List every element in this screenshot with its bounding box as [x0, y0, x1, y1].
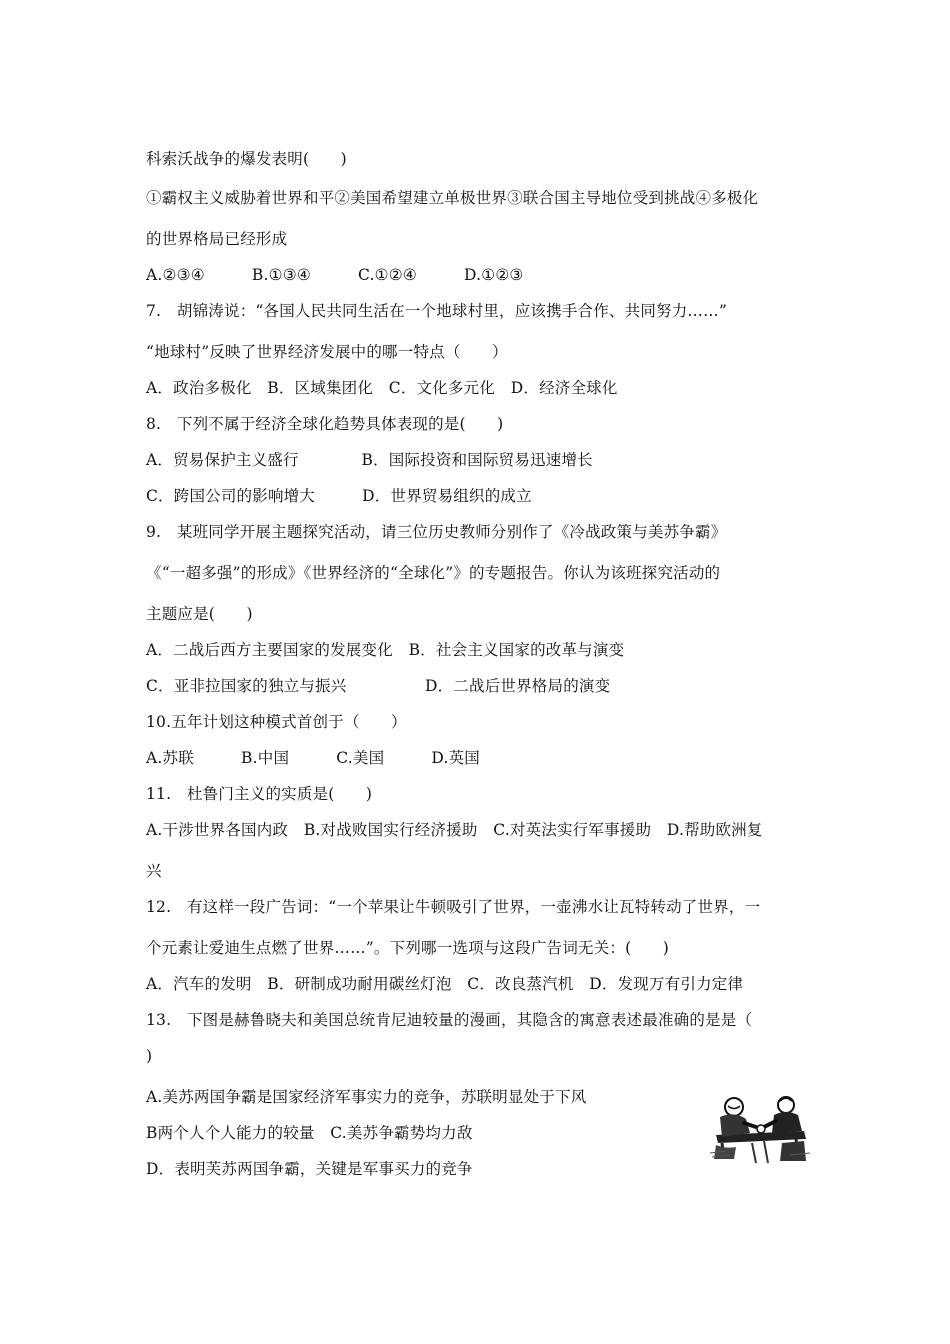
- question-13-option-d: D．表明芙苏两国争霸，关键是军事买力的竞争: [146, 1160, 473, 1178]
- question-6-options: A.②③④ B.①③④ C.①②④ D.①②③: [146, 266, 524, 284]
- question-12-stem: 12. 有这样一段广告词：“一个苹果让牛顿吸引了世界，一壶沸水让瓦特转动了世界，一: [146, 898, 761, 916]
- question-8-options-ab: A．贸易保护主义盛行 B．国际投资和国际贸易迅速增长: [146, 451, 593, 469]
- question-10-stem: 10.五年计划这种模式首创于（ ）: [146, 713, 407, 731]
- question-12-stem-cont: 个元素让爱迪生点燃了世界……”。下列哪一选项与这段广告词无关：( ): [146, 939, 670, 957]
- question-12-options: A．汽车的发明 B．研制成功耐用碳丝灯泡 C．改良蒸汽机 D．发现万有引力定律: [146, 975, 744, 993]
- question-7-stem-cont: “地球村”反映了世界经济发展中的哪一特点（ ）: [146, 343, 508, 361]
- question-9-stem-cont: 《“一超多强”的形成》《世界经济的“全球化”》的专题报告。你认为该班探究活动的: [146, 564, 721, 582]
- question-10-options: A.苏联 B.中国 C.美国 D.英国: [146, 749, 480, 767]
- question-6-statements: ①霸权主义威胁着世界和平②美国希望建立单极世界③联合国主导地位受到挑战④多极化: [146, 189, 759, 207]
- cartoon-image: [706, 1093, 814, 1165]
- question-13-option-a: A.美苏两国争霸是国家经济军事实力的竞争，苏联明显处于下风: [146, 1088, 587, 1106]
- question-11-options: A.干涉世界各国内政 B.对战败国实行经济援助 C.对英法实行军事援助 D.帮助欧洲复: [146, 821, 763, 839]
- question-9-options-cd: C．亚非拉国家的独立与振兴 D．二战后世界格局的演变: [146, 677, 611, 695]
- question-6-stem: 科索沃战争的爆发表明( ): [146, 150, 347, 168]
- question-8-stem: 8. 下列不属于经济全球化趋势具体表现的是( ): [146, 415, 504, 433]
- question-11-options-cont: 兴: [146, 862, 162, 880]
- question-8-options-cd: C．跨国公司的影响增大 D．世界贸易组织的成立: [146, 487, 532, 505]
- question-13-stem: 13. 下图是赫鲁晓夫和美国总统肯尼迪较量的漫画，其隐含的寓意表述最准确的是是（: [146, 1011, 753, 1029]
- question-9-stem-end: 主题应是( ): [146, 605, 253, 623]
- question-9-stem: 9. 某班同学开展主题探究活动，请三位历史教师分别作了《冷战政策与美苏争霸》: [146, 523, 727, 541]
- question-9-options-ab: A．二战后西方主要国家的发展变化 B．社会主义国家的改革与演变: [146, 641, 625, 659]
- question-7-options: A．政治多极化 B．区域集团化 C．文化多元化 D．经济全球化: [146, 379, 618, 397]
- question-13-options-bc: B两个人个人能力的较量 C.美苏争霸势均力敌: [146, 1124, 473, 1142]
- question-11-stem: 11. 杜鲁门主义的实质是( ): [146, 785, 373, 803]
- question-6-statements-cont: 的世界格局已经形成: [146, 230, 288, 248]
- question-13-stem-cont: ): [146, 1047, 153, 1065]
- question-7-stem: 7. 胡锦涛说：“各国人民共同生活在一个地球村里，应该携手合作、共同努力……”: [146, 302, 727, 320]
